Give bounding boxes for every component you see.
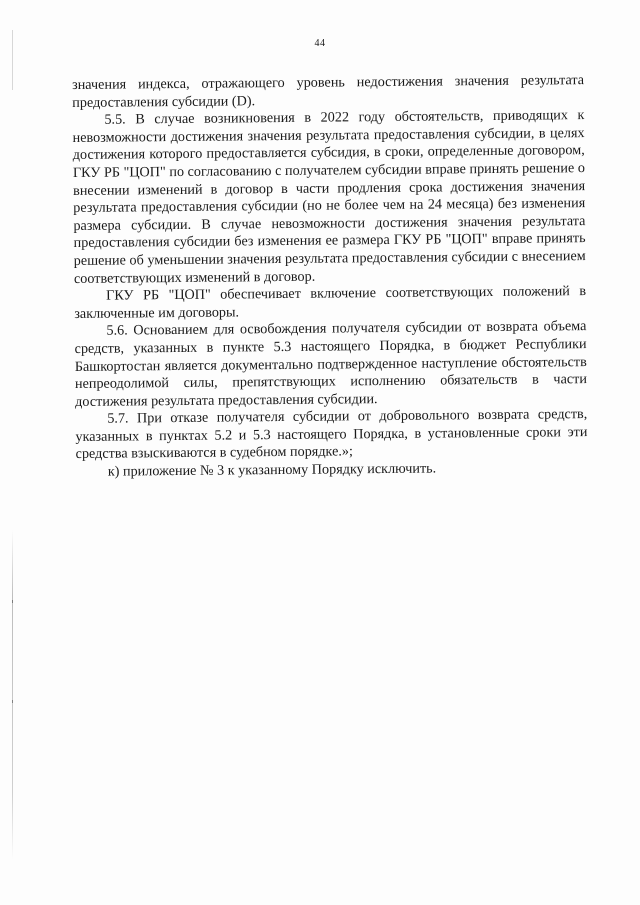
- scan-artifact: [12, 700, 13, 703]
- paragraph: к) приложение № 3 к указанному Порядку исключить.: [107, 460, 437, 480]
- paragraph: 5.7. При отказе получателя субсидии от добровольного возврата средств, указанных в пунктах 5.2 и 5.3 настоящего Порядка, в установленные сроки эти средства взыскиваются в судебном порядке.»;: [75, 406, 588, 463]
- paragraph: 5.6. Основанием для освобождения получателя субсидии от возврата объема средств, указанных в пункте 5.3 настоящего Порядка, в бюджет Республики Башкортостан является документально подтвержденное наступление обстоятельств непреодолимой силы, препятствующих исполнению обязательств в части достижения результата предоставления субсидии.: [74, 318, 588, 410]
- scan-edge-mark: [12, 530, 13, 860]
- paragraph: значения индекса, отражающего уровень недостижения значения результата предоставления субсидии (D).: [72, 72, 585, 111]
- body-text: [72, 72, 588, 482]
- scan-artifact: [12, 600, 13, 603]
- paragraph: ГКУ РБ "ЦОП" обеспечивает включение соответствующих положений в заключенные им договоры.: [74, 283, 587, 322]
- page-number: 44: [314, 38, 326, 49]
- paragraph: 5.5. В случае возникновения в 2022 году обстоятельств, приводящих к невозможности достижения значения результата предоставления субсидии, в целях достижения которого предоставляется субсидия, в сроки, определенные договором, ГКУ РБ "ЦОП" по согласованию с получателем субсидии вправе принять решение о внесении изменений в договор в части продления срока достижения значения результата предоставления субсидии (но не более чем на 24 месяца) без изменения размера субсидии. В случае невозможности достижения значения результата предоставления субсидии без изменения ее размера ГКУ РБ "ЦОП" вправе принять решение об уменьшении значения результата предоставления субсидии с внесением соответствующих изменений в договор.: [72, 107, 586, 287]
